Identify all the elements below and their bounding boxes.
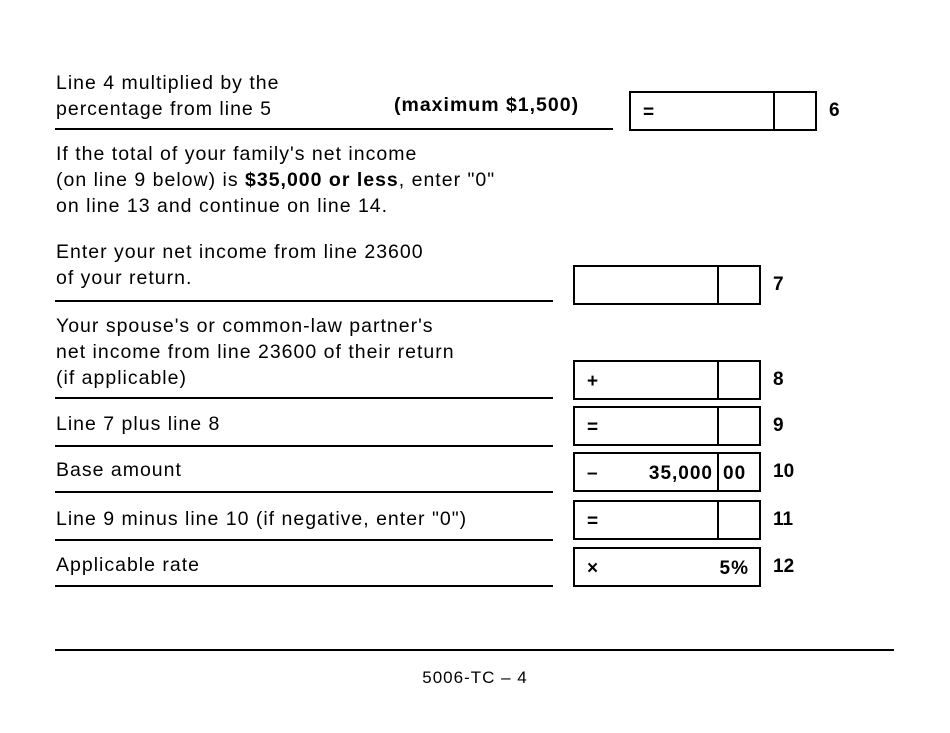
line6-cents-divider [773,93,775,129]
line8-number: 8 [773,369,784,390]
instruction-line-2: (on line 9 below) is $35,000 or less, enter "0" [56,169,496,191]
line9-cents-divider [717,408,719,444]
line11-number: 11 [773,509,794,530]
instruction-line-3: on line 13 and continue on line 14. [56,195,389,217]
line9-operator: = [587,417,599,438]
line6-operator: = [643,102,655,123]
line9-rule [55,445,553,447]
line9-label: Line 7 plus line 8 [56,413,221,435]
line6-rule [55,128,613,130]
line10-operator: – [587,463,598,484]
line8-rule [55,397,553,399]
line6-label-1: Line 4 multiplied by the [56,72,280,94]
line12-operator: × [587,558,599,579]
line12-rule [55,585,553,587]
line12-rate-field [573,547,761,587]
line6-amount-field[interactable] [629,91,817,131]
form-id: 5006-TC – 4 [422,668,528,687]
line10-cents: 00 [723,463,747,484]
line11-amount-field[interactable] [573,500,761,540]
line8-label-1: Your spouse's or common-law partner's [56,315,434,337]
line11-cents-divider [717,502,719,538]
footer-rule [55,649,894,651]
line10-rule [55,491,553,493]
income-threshold: $35,000 or less [245,169,399,191]
line7-number: 7 [773,274,784,295]
line10-number: 10 [773,461,795,482]
line11-label: Line 9 minus line 10 (if negative, enter "0") [56,508,468,530]
line10-amount-field [573,452,761,492]
line7-cents-divider [717,267,719,303]
line8-cents-divider [717,362,719,398]
line6-maximum-note: (maximum $1,500) [394,94,580,116]
line10-base-amount: 35,000 [648,463,713,484]
line7-label-1: Enter your net income from line 23600 [56,241,424,263]
line8-operator: + [587,371,599,392]
line9-amount-field[interactable] [573,406,761,446]
line6-number: 6 [829,100,840,121]
line9-number: 9 [773,415,784,436]
line7-label-2: of your return. [56,267,193,289]
line12-rate: 5% [719,558,749,579]
line12-number: 12 [773,556,795,577]
line8-label-3: (if applicable) [56,367,187,389]
line8-label-2: net income from line 23600 of their return [56,341,455,363]
line10-label: Base amount [56,459,182,481]
line8-amount-field[interactable] [573,360,761,400]
line7-amount-field[interactable] [573,265,761,305]
line7-rule [55,300,553,302]
line11-operator: = [587,511,599,532]
line10-cents-divider [717,454,719,490]
line12-label: Applicable rate [56,554,200,576]
instruction-line-1: If the total of your family's net income [56,143,418,165]
line11-rule [55,539,553,541]
line6-label-2: percentage from line 5 [56,98,273,120]
